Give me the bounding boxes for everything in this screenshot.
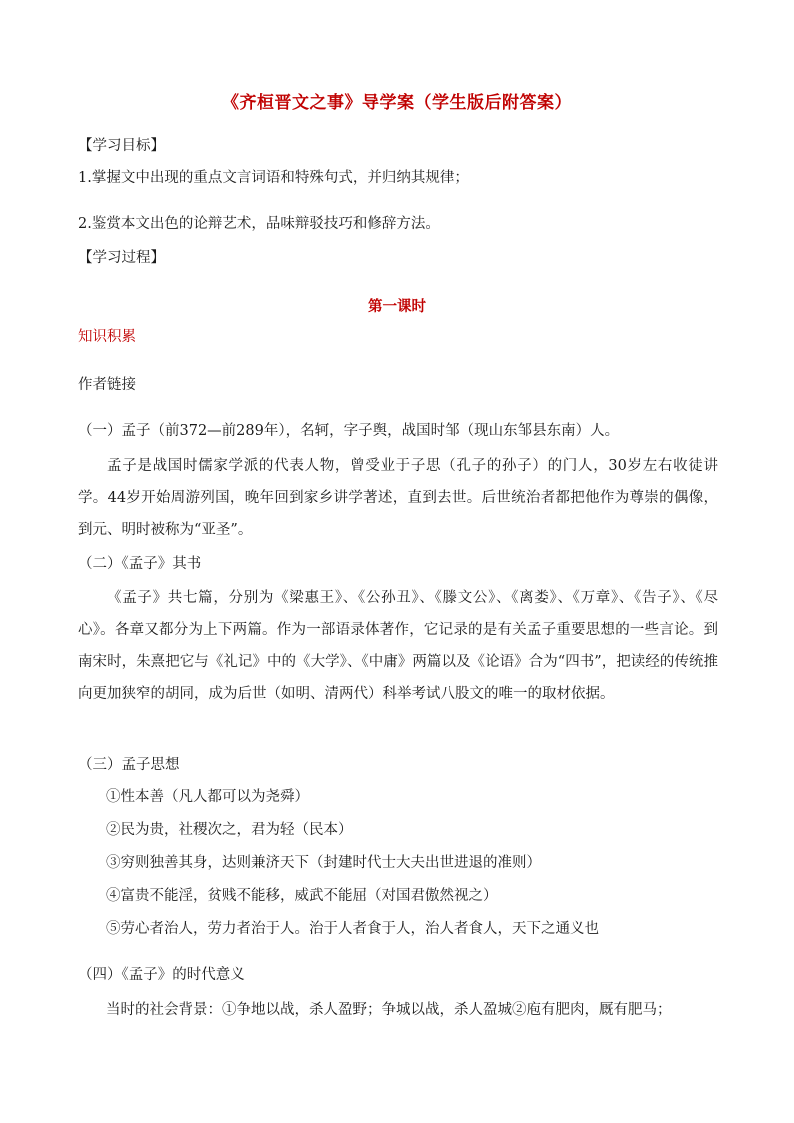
goal-2: 2.鉴赏本文出色的论辩艺术，品味辩驳技巧和修辞方法。 — [78, 216, 440, 232]
thought-item: ③穷则独善其身，达则兼济天下（封建时代士大夫出世进退的准则） — [106, 855, 541, 871]
book-paragraph: 《孟子》共七篇，分别为《梁惠王》、《公孙丑》、《滕文公》、《离娄》、《万章》、《告子》、《尽心》。各章又都分为上下两篇。作为一部语录体著作，它记录的是有关孟子重要思想的一些言论。到南宋时，朱熹把它与《礼记》中的《大学》、《中庸》两篇以及《论语》合为“四书”，把读经的传统推向更加狭窄的胡同，成为后世（如明、清两代）科举考试八股文的唯一的取材依据。 — [78, 590, 718, 702]
section-goals-heading: 【学习目标】 — [78, 138, 165, 154]
book-heading: （二）《孟子》其书 — [78, 556, 202, 572]
thought-item: ②民为贵，社稷次之，君为轻（民本） — [106, 822, 353, 838]
thought-heading: （三）孟子思想 — [78, 757, 180, 773]
author-link-heading: 作者链接 — [78, 377, 136, 393]
era-background-line: 当时的社会背景：①争地以战，杀人盈野；争城以战，杀人盈城②庖有肥肉，厩有肥马； — [106, 1002, 672, 1018]
mencius-intro-heading: （一）孟子（前372—前289年），名轲，字子舆，战国时邹（现山东邹县东南）人。 — [78, 423, 620, 439]
thought-item: ⑤劳心者治人，劳力者治于人。治于人者食于人，治人者食人，天下之通义也 — [106, 921, 599, 937]
mencius-bio-paragraph: 孟子是战国时儒家学派的代表人物，曾受业于子思（孔子的孙子）的门人，30岁左右收徒讲学。44岁开始周游列国，晚年回到家乡讲学著述，直到去世。后世统治者都把他作为尊崇的偶像，到元、明时被称为“亚圣”。 — [78, 458, 718, 538]
lesson-heading: 第一课时 — [368, 298, 426, 315]
knowledge-heading: 知识积累 — [78, 329, 136, 345]
goal-1: 1.掌握文中出现的重点文言词语和特殊句式，并归纳其规律； — [78, 170, 469, 186]
thought-item: ④富贵不能淫，贫贱不能移，威武不能屈（对国君傲然视之） — [106, 888, 498, 904]
document-title: 《齐桓晋文之事》导学案（学生版后附答案） — [222, 93, 572, 113]
section-process-heading: 【学习过程】 — [78, 250, 165, 266]
thought-item: ①性本善（凡人都可以为尧舜） — [106, 789, 309, 805]
era-significance-heading: （四）《孟子》的时代意义 — [78, 967, 245, 983]
